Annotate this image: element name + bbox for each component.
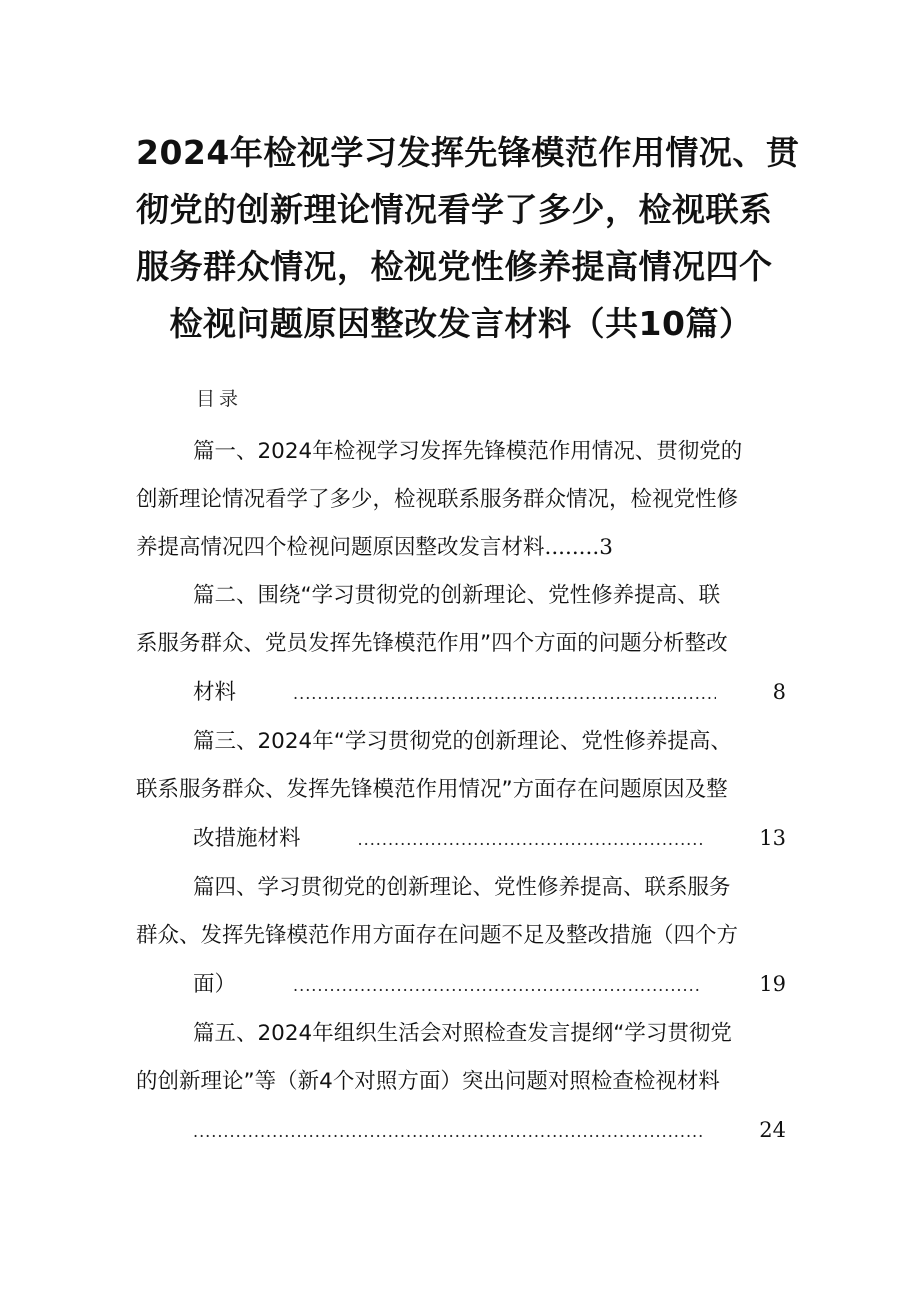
document-title [136, 124, 800, 352]
toc-entry-2-leader-line [136, 668, 786, 718]
toc-entry-4-dot-leader [236, 962, 702, 1010]
toc-entry-5-dot-leader [136, 1108, 702, 1156]
title-line-1: 2024年检视学习发挥先锋模范作用情况、贯 [136, 133, 800, 172]
toc-entry-4-line-1: 篇四、学习贯彻党的创新理论、党性修养提高、联系服务 [193, 875, 731, 900]
toc-entry-1-line-2: 创新理论情况看学了多少，检视联系服务群众情况，检视党性修 [136, 487, 739, 512]
toc-entry-3-line-2: 联系服务群众、发挥先锋模范作用情况”方面存在问题原因及整 [136, 777, 728, 802]
toc-entry-5-line-1: 篇五、2024年组织生活会对照检查发言提纲“学习贯彻党 [193, 1021, 732, 1046]
toc-entry-2-page: 8 [772, 680, 786, 704]
toc-entry-1-line-1: 篇一、2024年检视学习发挥先锋模范作用情况、贯彻党的 [193, 439, 743, 464]
toc-entry-1-dots: ........ [544, 535, 600, 560]
title-line-3: 服务群众情况，检视党性修养提高情况四个 [136, 247, 773, 286]
title-line-2: 彻党的创新理论情况看学了多少，检视联系 [136, 190, 773, 229]
toc-entry-1-page: 3 [599, 535, 613, 560]
toc-entry-4-line-3: 面） [193, 972, 237, 997]
toc-entry-2-line-2: 系服务群众、党员发挥先锋模范作用”四个方面的问题分析整改 [136, 631, 728, 656]
title-line-4: 检视问题原因整改发言材料（共10篇） [169, 304, 753, 343]
toc-entry-3-line-3: 改措施材料 [193, 826, 301, 851]
toc-entry-4-line-2: 群众、发挥先锋模范作用方面存在问题不足及整改措施（四个方 [136, 923, 739, 948]
toc-entry-3-leader-line [136, 814, 786, 864]
toc-heading: 目录 [196, 388, 243, 410]
toc-entry-5[interactable] [136, 1010, 786, 1156]
toc-entry-5-page: 24 [759, 1118, 786, 1142]
toc-entry-5-leader-line [136, 1106, 786, 1156]
toc-entry-1-line-3 [136, 524, 786, 572]
toc-entry-2[interactable] [136, 572, 786, 718]
toc-entry-4-page: 19 [759, 972, 786, 996]
toc-entry-2-dot-leader [236, 670, 716, 718]
toc-entry-4-leader-line [136, 960, 786, 1010]
table-of-contents [136, 428, 786, 1156]
toc-entry-2-line-1: 篇二、围绕“学习贯彻党的创新理论、党性修养提高、联 [193, 583, 721, 608]
toc-entry-3-dot-leader [301, 816, 703, 864]
toc-entry-1-line-3-text: 养提高情况四个检视问题原因整改发言材料 [136, 535, 545, 560]
toc-entry-1[interactable] [136, 428, 786, 572]
toc-entry-3[interactable] [136, 718, 786, 864]
toc-entry-5-line-2: 的创新理论”等（新4个对照方面）突出问题对照检查检视材料 [136, 1069, 720, 1094]
toc-entry-2-line-3: 材料 [193, 680, 237, 705]
toc-entry-3-page: 13 [759, 826, 786, 850]
toc-entry-4[interactable] [136, 864, 786, 1010]
toc-entry-3-line-1: 篇三、2024年“学习贯彻党的创新理论、党性修养提高、 [193, 729, 732, 754]
